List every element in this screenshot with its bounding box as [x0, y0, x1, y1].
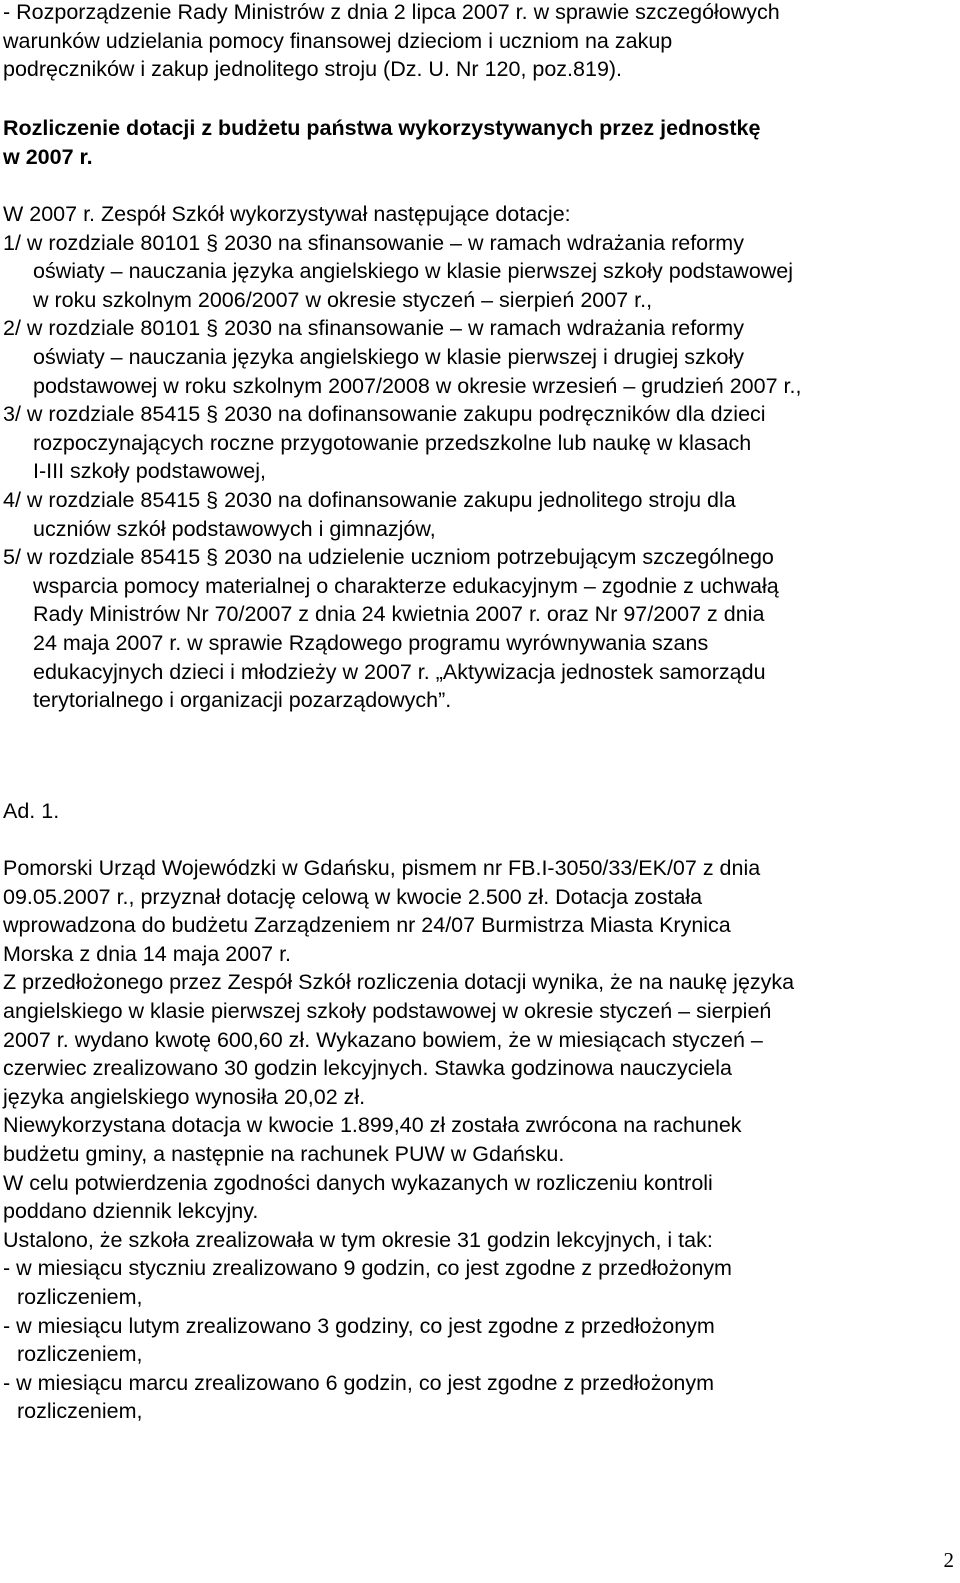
text-line: 2007 r. wydano kwotę 600,60 zł. Wykazano bowiem, że w miesiącach styczeń – [3, 1027, 763, 1052]
text-line: oświaty – nauczania języka angielskiego w klasie pierwszej i drugiej szkoły [33, 344, 745, 369]
text-line: W celu potwierdzenia zgodności danych wykazanych w rozliczeniu kontroli [3, 1170, 713, 1195]
text-line: edukacyjnych dzieci i młodzieży w 2007 r. „Aktywizacja jednostek samorządu [33, 659, 766, 684]
ad-heading: Ad. 1. [3, 799, 60, 823]
text-line: warunków udzielania pomocy finansowej dzieciom i uczniom na zakup [3, 28, 673, 53]
ad-label [3, 797, 955, 826]
text-line: poddano dziennik lekcyjny. [3, 1199, 259, 1224]
text-line: wsparcia pomocy materialnej o charakterze edukacyjnym – zgodnie z uchwałą [33, 573, 779, 598]
text-line: rozliczeniem, [17, 1342, 143, 1367]
text-line: Niewykorzystana dotacja w kwocie 1.899,40 zł została zwrócona na rachunek [3, 1113, 742, 1138]
text-line: rozpoczynających roczne przygotowanie przedszkolne lub naukę w klasach [33, 430, 752, 455]
text-line: w roku szkolnym 2006/2007 w okresie styczeń – sierpień 2007 r., [33, 287, 653, 312]
section-heading [3, 114, 955, 171]
text-line: Ustalono, że szkoła zrealizowała w tym okresie 31 godzin lekcyjnych, i tak: [3, 1227, 713, 1252]
text-line: wprowadzona do budżetu Zarządzeniem nr 24/07 Burmistrza Miasta Krynica [3, 913, 731, 938]
text-line: Morska z dnia 14 maja 2007 r. [3, 941, 292, 966]
grants-intro: W 2007 r. Zespół Szkół wykorzystywał następujące dotacje: [3, 202, 571, 226]
list-item: - w miesiącu styczniu zrealizowano 9 godzin, co jest zgodne z przedłożonym [3, 1256, 732, 1281]
list-item: - w miesiącu lutym zrealizowano 3 godziny, co jest zgodne z przedłożonym [3, 1313, 715, 1338]
text-line: czerwiec zrealizowano 30 godzin lekcyjnych. Stawka godzinowa nauczyciela [3, 1056, 732, 1081]
text-line: języka angielskiego wynosiła 20,02 zł. [3, 1084, 366, 1109]
text-line: podręczników i zakup jednolitego stroju (Dz. U. Nr 120, poz.819). [3, 57, 623, 82]
page-number: 2 [943, 1548, 954, 1572]
text-line: Z przedłożonego przez Zespół Szkół rozliczenia dotacji wynika, że na naukę języka [3, 970, 795, 995]
text-line: Rady Ministrów Nr 70/2007 z dnia 24 kwietnia 2007 r. oraz Nr 97/2007 z dnia [33, 602, 765, 627]
text-line: budżetu gminy, a następnie na rachunek PUW w Gdańsku. [3, 1141, 565, 1166]
grant-item-4: 4/ w rozdziale 85415 § 2030 na dofinansowanie zakupu jednolitego stroju dla [3, 487, 736, 512]
text-line: Pomorski Urząd Wojewódzki w Gdańsku, pismem nr FB.I-3050/33/EK/07 z dnia [3, 856, 761, 880]
text-line: angielskiego w klasie pierwszej szkoły podstawowej w okresie styczeń – sierpień [3, 998, 772, 1023]
text-line: 09.05.2007 r., przyznał dotację celową w kwocie 2.500 zł. Dotacja została [3, 884, 703, 909]
grant-item-3: 3/ w rozdziale 85415 § 2030 na dofinansowanie zakupu podręczników dla dzieci [3, 402, 766, 427]
list-item: - w miesiącu marcu zrealizowano 6 godzin, co jest zgodne z przedłożonym [3, 1370, 715, 1395]
text-line: uczniów szkół podstawowych i gimnazjów, [33, 516, 436, 541]
text-line: terytorialnego i organizacji pozarządowych”. [33, 688, 452, 713]
text-line: rozliczeniem, [17, 1399, 143, 1424]
grant-item-5: 5/ w rozdziale 85415 § 2030 na udzielenie uczniom potrzebującym szczególnego [3, 545, 774, 570]
text-line: 24 maja 2007 r. w sprawie Rządowego programu wyrównywania szans [33, 630, 709, 655]
grant-item-1: 1/ w rozdziale 80101 § 2030 na sfinansowanie – w ramach wdrażania reformy [3, 230, 744, 255]
text-line: oświaty – nauczania języka angielskiego w klasie pierwszej szkoły podstawowej [33, 259, 794, 284]
text-line: podstawowej w roku szkolnym 2007/2008 w okresie wrzesień – grudzień 2007 r., [33, 373, 802, 398]
grant-item-2: 2/ w rozdziale 80101 § 2030 na sfinansowanie – w ramach wdrażania reformy [3, 316, 744, 341]
text-line: - Rozporządzenie Rady Ministrów z dnia 2 lipca 2007 r. w sprawie szczegółowych [3, 0, 780, 24]
text-line: I-III szkoły podstawowej, [33, 459, 267, 484]
heading-line: Rozliczenie dotacji z budżetu państwa wykorzystywanych przez jednostkę [3, 116, 761, 140]
grants-list [3, 200, 955, 715]
heading-line: w 2007 r. [3, 144, 93, 169]
intro-paragraph [3, 0, 955, 84]
text-line: rozliczeniem, [17, 1284, 143, 1309]
body-text [3, 854, 955, 1426]
